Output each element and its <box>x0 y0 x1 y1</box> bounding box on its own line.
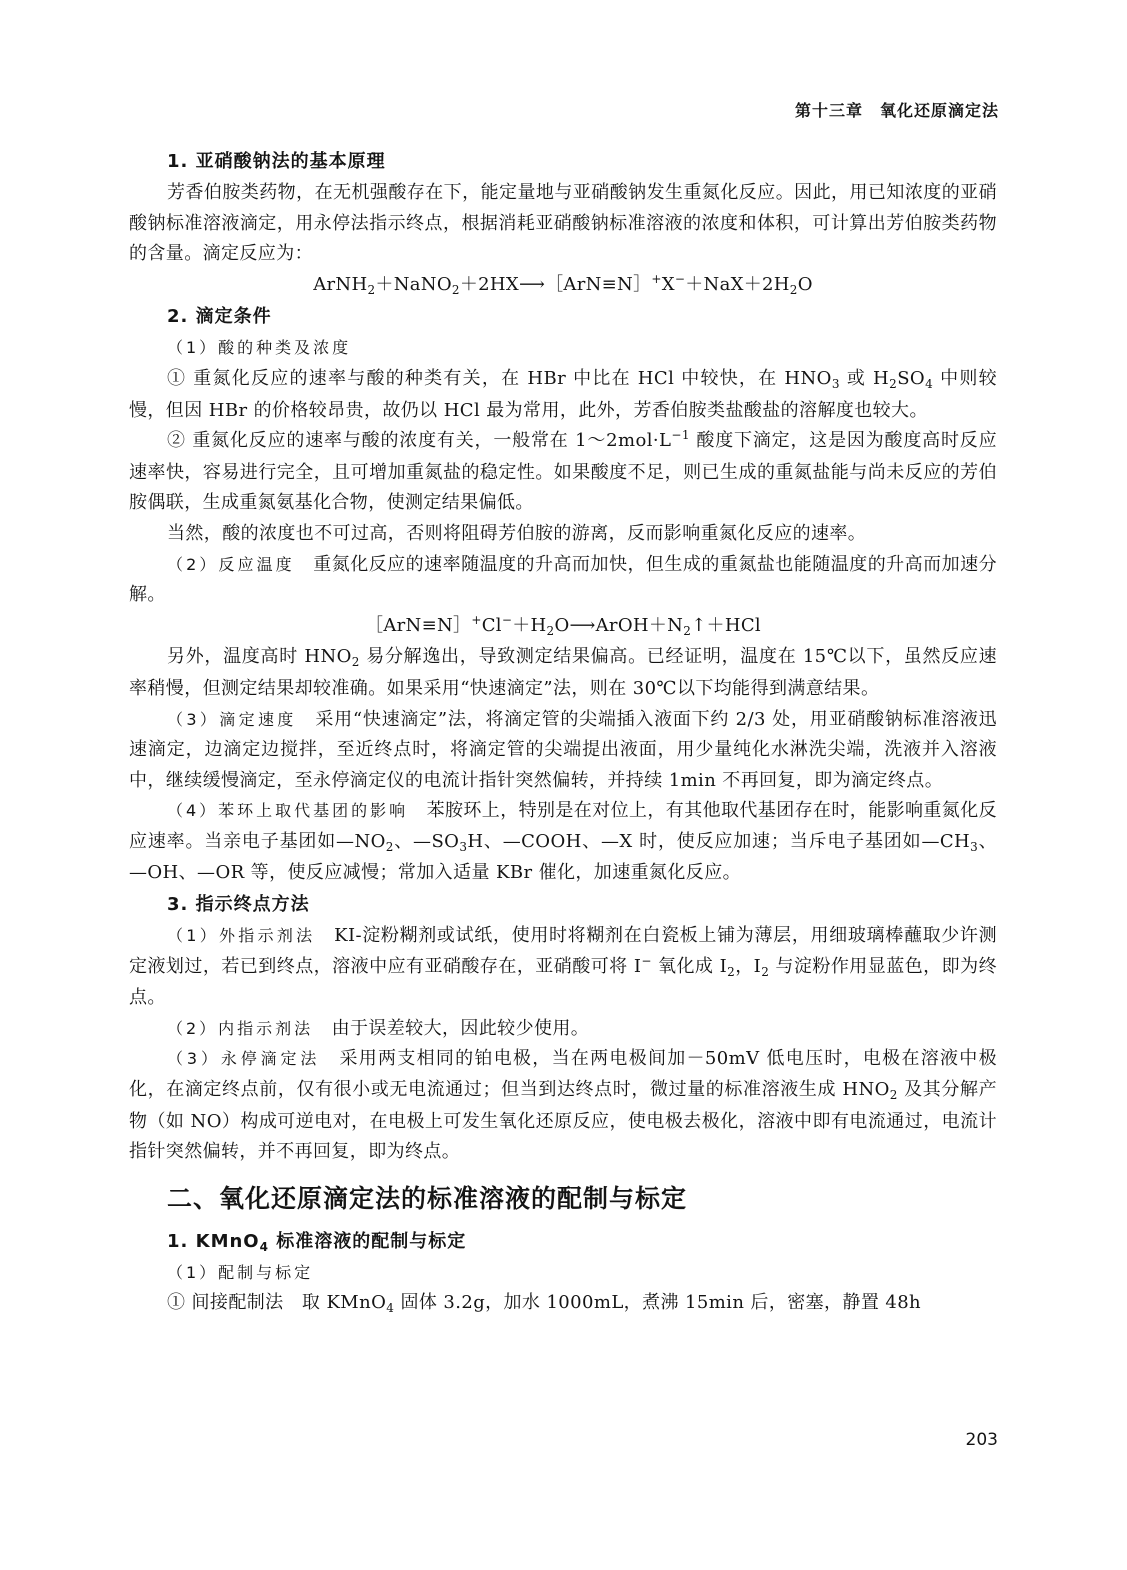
paragraph-external-indicator: （1）外指示剂法 KI-淀粉糊剂或试纸，使用时将糊剂在白瓷板上铺为薄层，用细玻璃棒蘸取少许测定液划过，若已到终点，溶液中应有亚硝酸存在，亚硝酸可将 I− 氧化成 $I_2$，$I_2$ 与淀粉作用显蓝色，即为终点。 <box>129 925 997 1009</box>
chapter-section-heading: 二、氧化还原滴定法的标准溶液的配制与标定 <box>167 1183 688 1213</box>
paragraph-internal-indicator: （2）内指示剂法 由于误差较大，因此较少使用。 <box>167 1017 590 1039</box>
paragraph-deadstop: （3）永停滴定法 采用两支相同的铂电极，当在两电极间加－50mV 低电压时，电极在溶液中极化，在滴定终点前，仅有很小或无电流通过；但当到达终点时，微过量的标准溶液生成 $HNO_2$ 及其分解产物（如 NO）构成可逆电对，在电极上可发生氧化还原反应，使电极去极化，溶液中即有电流通过，电流计指针突然偏转，并不再回复，即为终点。 <box>129 1048 997 1163</box>
page-number: 203 <box>965 1430 998 1450</box>
paragraph-principle: 芳香伯胺类药物，在无机强酸存在下，能定量地与亚硝酸钠发生重氮化反应。因此，用已知浓度的亚硝酸钠标准溶液滴定，用永停法指示终点，根据消耗亚硝酸钠标准溶液的浓度和体积，可计算出芳伯胺类药物的含量。滴定反应为： <box>129 182 997 265</box>
section-heading-2: 2. 滴定条件 <box>167 306 272 328</box>
section-heading-1: 1. 亚硝酸钠法的基本原理 <box>167 151 386 172</box>
arrow-icon: ⟶ <box>519 273 546 295</box>
arrow-icon: ⟶ <box>569 614 596 636</box>
paragraph-temperature: （2）反应温度 重氮化反应的速率随温度的升高而加快，但生成的重氮盐也能随温度的升高而加速分解。 <box>129 553 997 606</box>
paragraph-substituent: （4）苯环上取代基团的影响 苯胺环上，特别是在对位上，有其他取代基团存在时，能影响重氮化反应速率。当亲电子基团如$—NO_2$、$—SO_3H$、—COOH、—X 时，使反应加速；当斥电子基团如$—CH_3$、—OH、—OR 等，使反应减慢；常加入适量 KBr 催化，加速重氮化反应。 <box>129 800 997 884</box>
equation-diazotization: $ArNH_2+NaNO_2+2HX⟶[ArN\equiv N]^+X^-+NaX+2H_2O$ <box>313 271 813 297</box>
paragraph-titration-speed: （3）滴定速度 采用“快速滴定”法，将滴定管的尖端插入液面下约 2/3 处，用亚硝酸钠标准溶液迅速滴定，边滴定边搅拌，至近终点时，将滴定管的尖端提出液面，用少量纯化水淋洗尖端，洗液并入溶液中，继续缓慢滴定，至永停滴定仪的电流计指针突然偏转，并持续 1min 不再回复，即为滴定终点。 <box>129 708 997 791</box>
section-heading-3: 3. 指示终点方法 <box>167 894 310 916</box>
equation-decomposition: $[ArN\equiv N]^+Cl^-+H_2O⟶ArOH+N_2↑+HCl$ <box>365 612 761 638</box>
running-head: 第十三章 氧化还原滴定法 <box>794 101 999 120</box>
paragraph-indirect-preparation: ① 间接配制法 取 KMnO$_4$ 固体 3.2g，加水 1000mL，煮沸 15min 后，密塞，静置 48h <box>167 1292 922 1316</box>
subheading-preparation: （1）配制与标定 <box>167 1262 314 1282</box>
paragraph-acid-concentration: ② 重氮化反应的速率与酸的浓度有关，一般常在 $1\sim 2mol\cdot L^{-1}$ 酸度下滴定，这是因为酸度高时反应速率快，容易进行完全，且可增加重氮盐的稳定性。如果酸度不足，则已生成的重氮盐能与尚未反应的芳伯胺偶联，生成重氮氨基化合物，使测定结果偏低。 <box>129 428 997 514</box>
subheading-acid: （1）酸的种类及浓度 <box>167 338 352 358</box>
paragraph-acid-type: ① 重氮化反应的速率与酸的种类有关，在 HBr 中比在 HCl 中较快，在 $HNO_3$ 或 $H_2SO_4$ 中则较慢，但因 HBr 的价格较昂贵，故仍以 HCl 最为常用，此外，芳香伯胺类盐酸盐的溶解度也较大。 <box>129 367 998 421</box>
paragraph-acid-limit: 当然，酸的浓度也不可过高，否则将阻碍芳伯胺的游离，反而影响重氮化反应的速率。 <box>167 522 867 544</box>
paragraph-temperature-2: 另外，温度高时 $HNO_2$ 易分解逸出，导致测定结果偏高。已经证明，温度在 15℃以下，虽然反应速率稍慢，但测定结果却较准确。如果采用“快速滴定”法，则在 30℃以下均能得到满意结果。 <box>129 646 998 699</box>
section-heading-kmno4: 1. KMnO$_4$ 标准溶液的配制与标定 <box>167 1230 467 1254</box>
page-body <box>129 146 997 1320</box>
